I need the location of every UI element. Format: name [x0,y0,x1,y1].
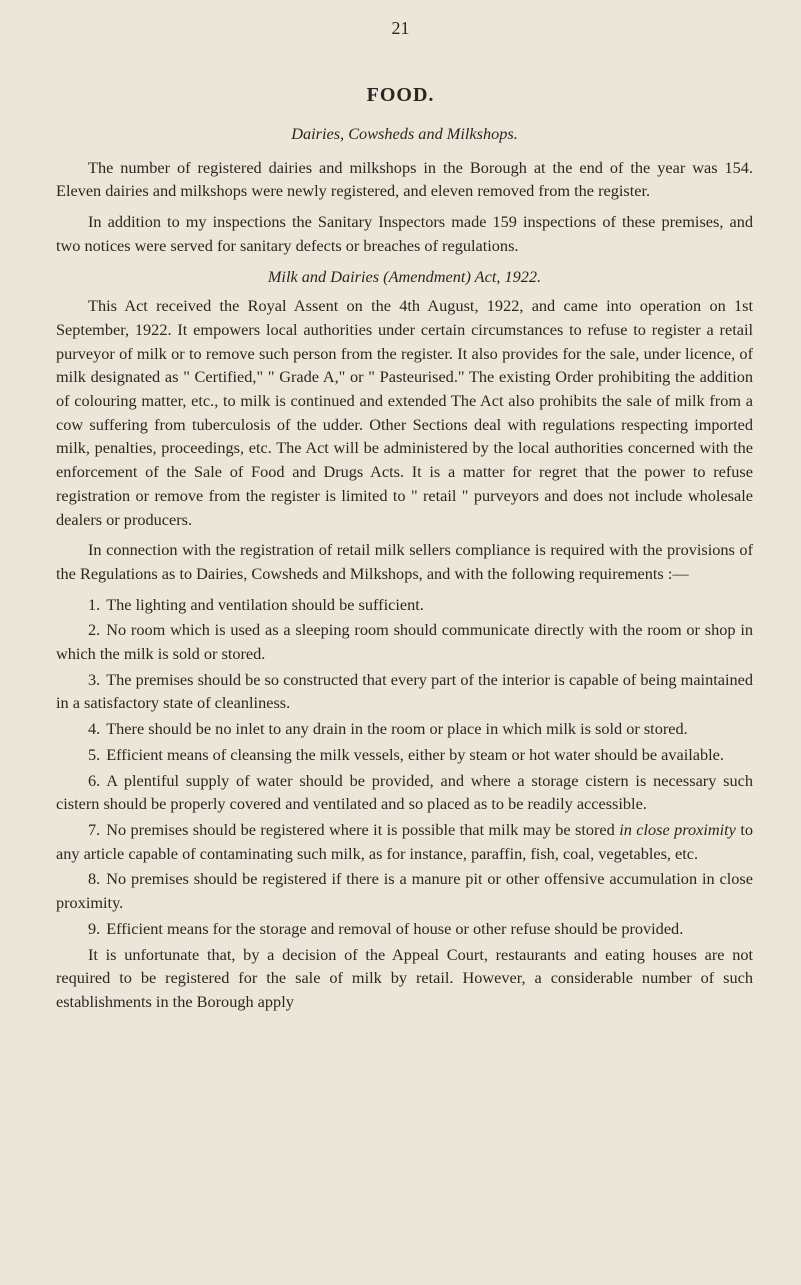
list-item: 8. No premises should be registered if there is a manure pit or other offensive accumulation in close proximity. [56,869,753,913]
list-item: 3. The premises should be so constructed that every part of the interior is capable of being maintained in a satisfactory state of cleanliness. [56,669,753,713]
paragraph: It is unfortunate that, by a decision of the Appeal Court, restaurants and eating houses are not required to be registered for the sale of milk by retail. However, a considerable number of such establishments in the Borough apply [56,944,753,1011]
requirements-list [56,593,753,941]
list-item: 4. There should be no inlet to any drain in the room or place in which milk is sold or stored. [88,719,688,739]
paragraph: The number of registered dairies and milkshops in the Borough at the end of the year was 154. Eleven dairies and milkshops were newly registered, and eleven removed from the register. [56,157,753,201]
list-item: 1. The lighting and ventilation should be sufficient. [88,594,424,614]
section-title-milk-act: Milk and Dairies (Amendment) Act, 1922. [267,266,542,286]
paragraph: This Act received the Royal Assent on the 4th August, 1922, and came into operation on 1st September, 1922. It empowers local authorities under certain circumstances to refuse to register a retail purveyor of milk or to remove such person from the register. It also provides for the sale, under licence, of milk designated as " Certified," " Grade A," or " Pasteurised." The existing Order prohibiting the addition of colouring matter, etc., to milk is continued and extended The Act also prohibits the sale of milk from a cow suffering from tuberculosis of the udder. Other Sections deal with regulations respecting imported milk, penalties, proceedings, etc. The Act will be administered by the local authorities concerned with the enforcement of the Sale of Food and Drugs Acts. It is a matter for regret that the power to refuse registration or remove from the register is limited to " retail " purveyors and does not include wholesale dealers or producers. [56,296,753,529]
list-item: 9. Efficient means for the storage and removal of house or other refuse should be provided. [88,918,684,938]
page-heading: FOOD. [366,84,435,106]
body-text [56,122,753,1021]
list-item: 6. A plentiful supply of water should be provided, and where a storage cistern is necessary such cistern should be properly covered and ventilated and so placed as to be readily accessible. [56,770,753,814]
paragraph: In connection with the registration of retail milk sellers compliance is required with the provisions of the Regulations as to Dairies, Cowsheds and Milkshops, and with the following requirements :— [56,540,753,583]
list-item: 5. Efficient means of cleansing the milk vessels, either by steam or hot water should be available. [88,744,724,764]
section-title-dairies: Dairies, Cowsheds and Milkshops. [291,124,518,143]
page-number: 21 [391,18,410,38]
list-item: 2. No room which is used as a sleeping room should communicate directly with the room or shop in which the milk is sold or stored. [56,620,753,664]
list-item: 7. No premises should be registered where it is possible that milk may be stored in close proximity to any article capable of contaminating such milk, as for instance, paraffin, fish, coal, vegetables, etc. [56,819,753,863]
paragraph: In addition to my inspections the Sanitary Inspectors made 159 inspections of these premises, and two notices were served for sanitary defects or breaches of regulations. [56,212,753,255]
